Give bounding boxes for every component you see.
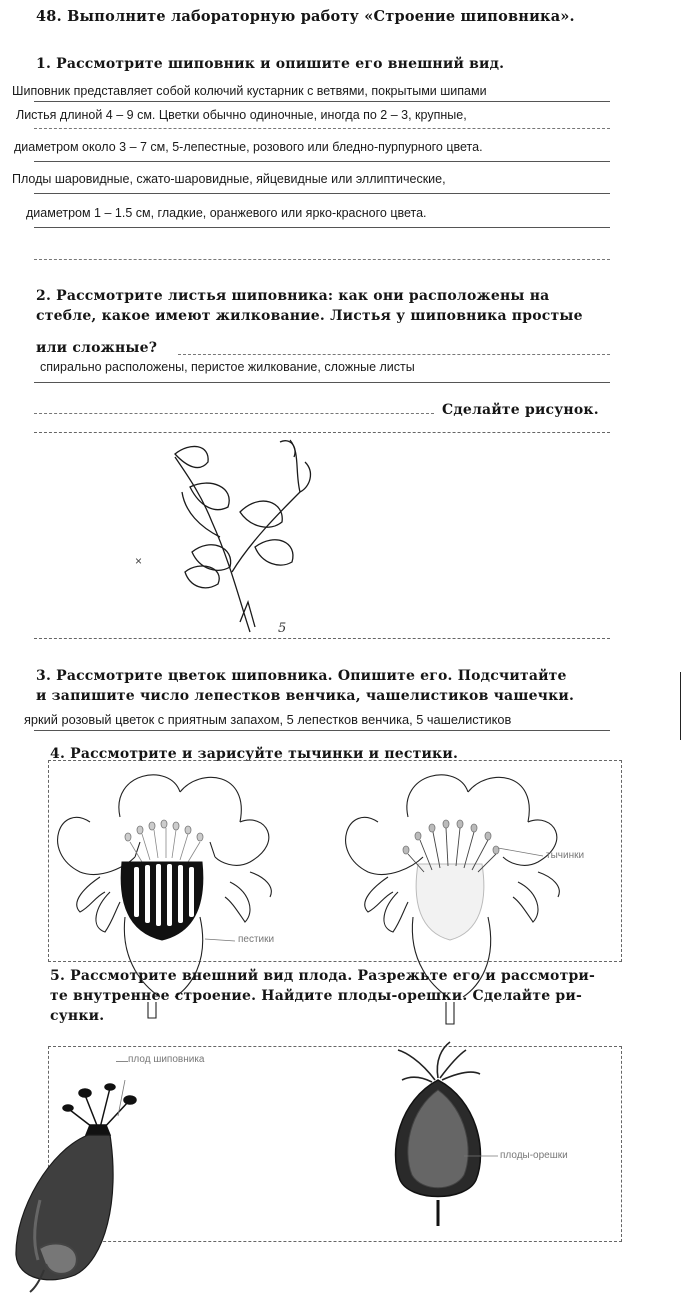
figure-mark: 5 bbox=[278, 621, 287, 636]
q3-question-line-1: 3. Рассмотрите цветок шиповника. Опишите его. Подсчитайте bbox=[36, 668, 567, 684]
label-pistils: пестики bbox=[238, 934, 275, 945]
answer-rule bbox=[34, 161, 610, 162]
task-title: 48. Выполните лабораторную работу «Строение шиповника». bbox=[36, 8, 575, 25]
label-stamens: тычинки bbox=[546, 850, 585, 861]
answer-rule bbox=[34, 382, 610, 383]
q1-answer-line-5: диаметром 1 – 1.5 см, гладкие, оранжевого или ярко-красного цвета. bbox=[26, 206, 427, 220]
answer-rule bbox=[34, 128, 610, 129]
rosehip-leaf-drawing bbox=[130, 432, 350, 642]
answer-rule bbox=[34, 227, 610, 228]
stray-mark: × bbox=[135, 554, 143, 568]
q5-question-line-3: сунки. bbox=[50, 1008, 105, 1024]
answer-rule bbox=[34, 101, 610, 102]
q1-answer-line-3: диаметром около 3 – 7 см, 5-лепестные, розового или бледно-пурпурного цвета. bbox=[14, 140, 483, 154]
q3-question-line-2: и запишите число лепестков венчика, чашелистиков чашечки. bbox=[36, 688, 575, 704]
q2-draw-prompt: Сделайте рисунок. bbox=[442, 402, 599, 418]
q5-question-line-2: те внутреннее строение. Найдите плоды-орешки. Сделайте ри- bbox=[50, 988, 583, 1004]
rosehip-cut-fruit-drawing bbox=[380, 1040, 500, 1240]
q2-answer: спирально расположены, перистое жилкование, сложные листы bbox=[40, 360, 415, 374]
q1-answer-line-1: Шиповник представляет собой колючий кустарник с ветвями, покрытыми шипами bbox=[12, 84, 487, 98]
answer-rule bbox=[34, 413, 434, 414]
q1-answer-line-4: Плоды шаровидные, сжато-шаровидные, яйцевидные или эллиптические, bbox=[12, 172, 446, 186]
margin-mark bbox=[680, 672, 681, 740]
q1-question: 1. Рассмотрите шиповник и опишите его внешний вид. bbox=[36, 56, 505, 72]
rosehip-fruit-drawing bbox=[10, 1080, 150, 1295]
label-fruit-leader bbox=[116, 1061, 128, 1062]
q2-question-line-3: или сложные? bbox=[36, 340, 158, 356]
answer-rule bbox=[34, 730, 610, 731]
q4-question: 4. Рассмотрите и зарисуйте тычинки и пестики. bbox=[50, 746, 459, 762]
q2-question-line-2: стебле, какое имеют жилкование. Листья у шиповника простые bbox=[36, 308, 583, 324]
answer-rule bbox=[178, 354, 610, 355]
q3-answer: яркий розовый цветок с приятным запахом, 5 лепестков венчика, 5 чашелистиков bbox=[24, 712, 512, 727]
q1-answer-line-2: Листья длиной 4 – 9 см. Цветки обычно одиночные, иногда по 2 – 3, крупные, bbox=[16, 108, 467, 122]
q5-question-line-1: 5. Рассмотрите внешний вид плода. Разрежьте его и рассмотри- bbox=[50, 968, 596, 984]
answer-rule bbox=[34, 259, 610, 260]
q2-question-line-1: 2. Рассмотрите листья шиповника: как они расположены на bbox=[36, 288, 550, 304]
label-fruit: плод шиповника bbox=[128, 1054, 205, 1065]
answer-rule bbox=[34, 193, 610, 194]
label-nuts: плоды-орешки bbox=[500, 1150, 568, 1161]
